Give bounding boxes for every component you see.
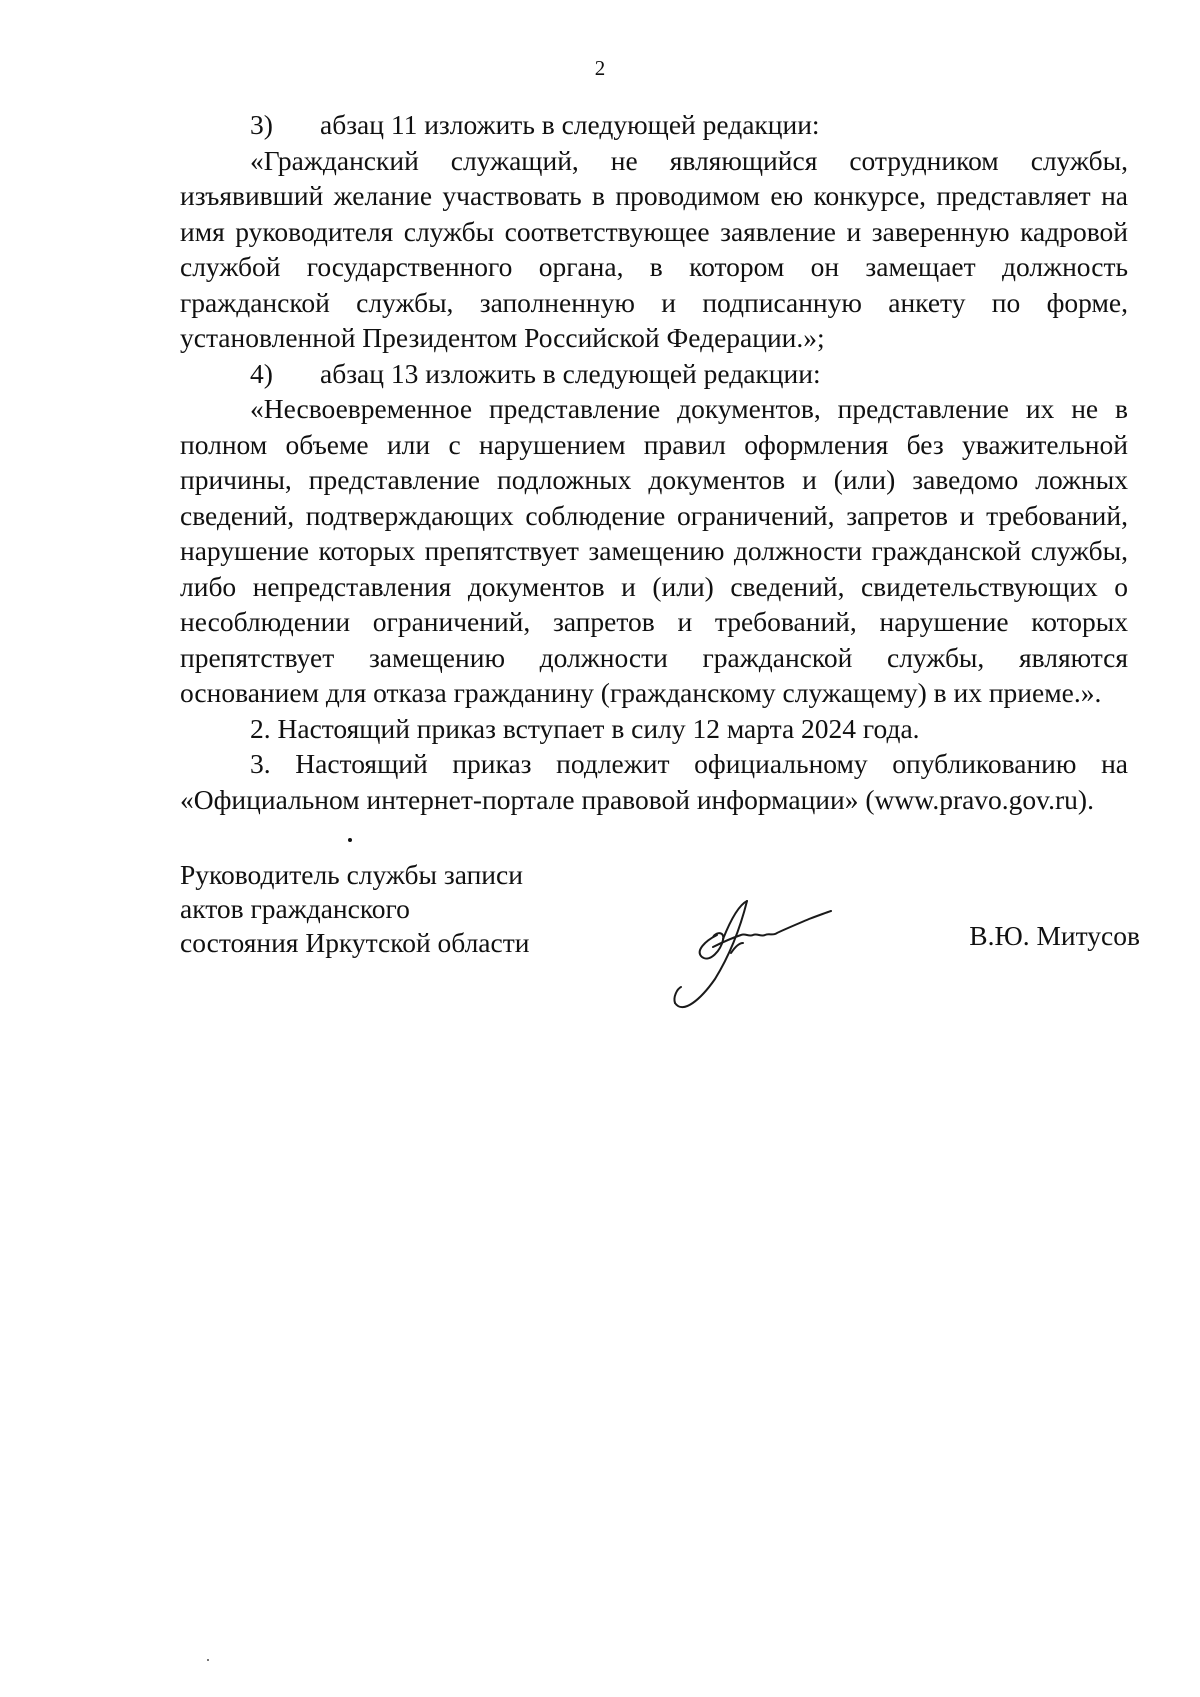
- quoted-paragraph-11: «Гражданский служащий, не являющийся сотрудником службы, изъявивший желание участвовать в проводимом ею конкурсе, представляет на имя руководителя службы соответствующее заявление и заверенную кадровой службой государственного органа, в котором он замещает должность гражданской службы, заполненную и подписанную анкету по форме, установленной Президентом Российской Федерации.»;: [180, 144, 1128, 353]
- document-body: [180, 107, 1128, 817]
- list-item-number: 3): [250, 109, 273, 140]
- list-item-text: абзац 11 изложить в следующей редакции:: [320, 109, 820, 140]
- signer-position: [180, 858, 600, 960]
- publication-paragraph: 3. Настоящий приказ подлежит официальному опубликованию на «Официальном интернет-портале правовой информации» (www.pravo.gov.ru).: [180, 748, 1128, 815]
- signer-position-line: актов гражданского: [180, 893, 410, 924]
- scan-dot: [348, 838, 352, 842]
- list-item-3: [180, 107, 1128, 143]
- signer-name: В.Ю. Митусов: [969, 920, 1140, 951]
- signer-position-line: состояния Иркутской области: [180, 927, 530, 958]
- list-item-4: [180, 356, 1128, 392]
- list-item-text: абзац 13 изложить в следующей редакции:: [320, 357, 821, 389]
- effective-date-paragraph: 2. Настоящий приказ вступает в силу 12 марта 2024 года.: [250, 712, 920, 744]
- list-item-number: 4): [250, 357, 273, 389]
- handwritten-signature: [665, 875, 845, 1015]
- signer-position-line: Руководитель службы записи: [180, 859, 523, 890]
- quoted-paragraph-13: «Несвоевременное представление документов, представление их не в полном объеме или с нарушением правил оформления без уважительной причины, представление подложных документов и (или) заведомо ложных сведений, подтверждающих соблюдение ограничений, запретов и требований, нарушение которых препятствует замещению должности гражданской службы, либо непредставления документов и (или) сведений, свидетельствующих о несоблюдении ограничений, запретов и требований, нарушение которых препятствует замещению должности гражданской службы, являются основанием для отказа гражданину (гражданскому служащему) в их приеме.».: [180, 393, 1128, 708]
- scan-speck: [207, 1659, 209, 1661]
- page-number: 2: [594, 56, 606, 80]
